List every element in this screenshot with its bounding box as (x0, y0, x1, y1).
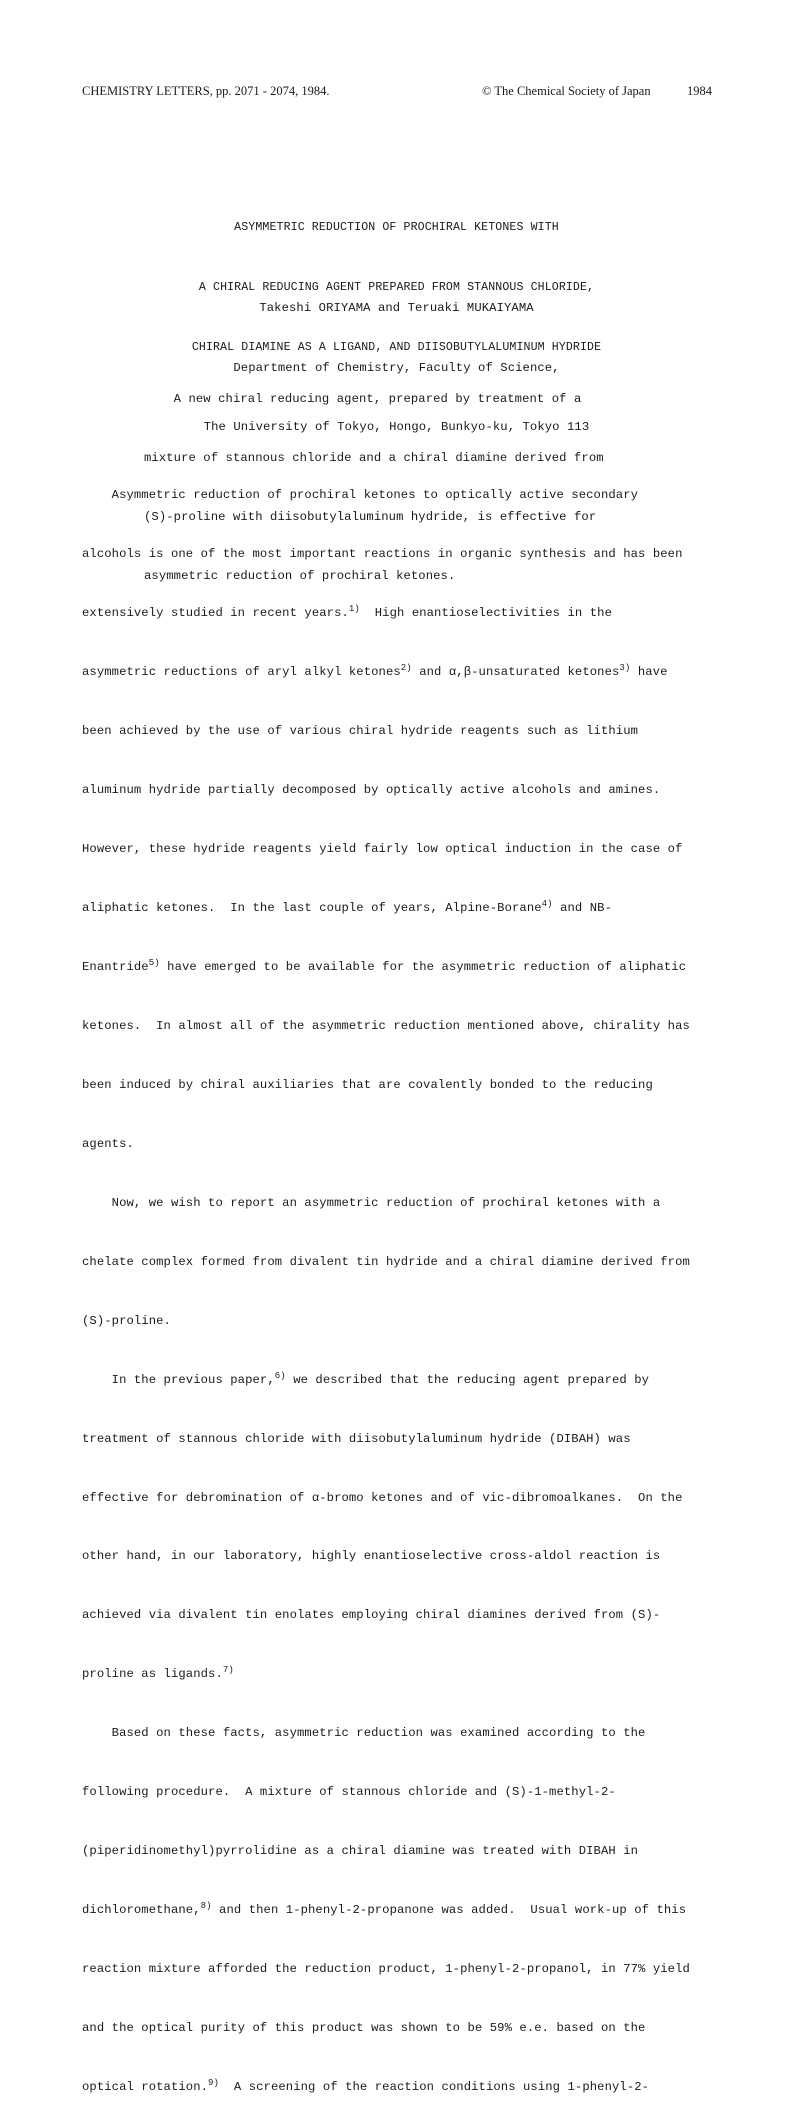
reference-marker: 2) (400, 663, 412, 674)
header-year: 1984 (687, 84, 712, 98)
body-line: ketones. In almost all of the asymmetric reduction mentioned above, chirality has (82, 1018, 690, 1033)
reference-marker: 8) (200, 1901, 212, 1912)
reference-marker: 9) (208, 2078, 220, 2089)
body-line: been achieved by the use of various chiral hydride reagents such as lithium (82, 724, 639, 739)
journal-citation: CHEMISTRY LETTERS, pp. 2071 - 2074, 1984. (82, 84, 330, 98)
body-line: optical rotation.$^{9)}$ A screening of the reaction conditions using 1-phenyl-2- (82, 2078, 650, 2095)
running-header (82, 84, 712, 100)
reference-marker: 6) (274, 1370, 286, 1381)
body-line: (piperidinomethyl)pyrrolidine as a chiral diamine was treated with DIBAH in (82, 1844, 639, 1859)
body-line: reaction mixture afforded the reduction product, 1-phenyl-2-propanol, in 77% yield (82, 1962, 690, 1977)
body-line: agents. (82, 1136, 134, 1151)
body-line: chelate complex formed from divalent tin hydride and a chiral diamine derived from (82, 1254, 690, 1269)
body-line: following procedure. A mixture of stannous chloride and (S)-1-methyl-2- (82, 1785, 616, 1800)
abstract-line: mixture of stannous chloride and a chiral diamine derived from (144, 450, 604, 465)
reference-marker: 1) (348, 604, 360, 615)
reference-marker: 7) (222, 1665, 234, 1676)
body-line: and the optical purity of this product was shown to be 59% e.e. based on the (82, 2021, 646, 2036)
abstract-line: asymmetric reduction of prochiral ketones. (144, 568, 456, 583)
body-line: aliphatic ketones. In the last couple of years, Alpine-Borane$^{4)}$ and NB- (82, 898, 612, 915)
title-line: A CHIRAL REDUCING AGENT PREPARED FROM STANNOUS CHLORIDE, (198, 281, 595, 294)
body-line: achieved via divalent tin enolates employing chiral diamines derived from (S)- (82, 1608, 661, 1623)
author-names: Takeshi ORIYAMA and Teruaki MUKAIYAMA (259, 301, 534, 315)
abstract-line: A new chiral reducing agent, prepared by treatment of a (144, 392, 582, 407)
reference-marker: 3) (619, 663, 631, 674)
body-line: asymmetric reductions of aryl alkyl ketones$^{2)}$ and α,β-unsaturated ketones$^{3)}$ have (82, 663, 668, 680)
affiliation-line: The University of Tokyo, Hongo, Bunkyo-ku, Tokyo 113 (203, 420, 590, 435)
abstract-line: (S)-proline with diisobutylaluminum hydride, is effective for (144, 509, 597, 524)
body-line: aluminum hydride partially decomposed by optically active alcohols and amines. (82, 783, 661, 798)
body-line: dichloromethane,$^{8)}$ and then 1-phenyl-2-propanone was added. Usual work-up of this (82, 1901, 687, 1918)
body-line: Based on these facts, asymmetric reduction was examined according to the (82, 1726, 646, 1741)
affiliation-line: Department of Chemistry, Faculty of Science, (233, 360, 560, 375)
body-line: Enantride$^{5)}$ have emerged to be available for the asymmetric reduction of aliphatic (82, 957, 687, 974)
body-line: Asymmetric reduction of prochiral ketones to optically active secondary (82, 488, 639, 503)
copyright-notice: © The Chemical Society of Japan (482, 84, 651, 98)
title-line: CHIRAL DIAMINE AS A LIGAND, AND DIISOBUTYLALUMINUM HYDRIDE (191, 341, 602, 354)
body-line: effective for debromination of α-bromo ketones and of vic-dibromoalkanes. On the (82, 1490, 683, 1505)
body-text (82, 447, 690, 2117)
body-line: Now, we wish to report an asymmetric reduction of prochiral ketones with a (82, 1195, 661, 1210)
reference-marker: 4) (541, 898, 553, 909)
body-line: In the previous paper,$^{6)}$ we described that the reducing agent prepared by (82, 1370, 650, 1387)
body-line: (S)-proline. (82, 1313, 171, 1328)
reference-marker: 5) (148, 957, 160, 968)
body-line: been induced by chiral auxiliaries that are covalently bonded to the reducing (82, 1077, 653, 1092)
body-line: treatment of stannous chloride with diisobutylaluminum hydride (DIBAH) was (82, 1431, 631, 1446)
body-line: However, these hydride reagents yield fairly low optical induction in the case of (82, 842, 683, 857)
body-line: other hand, in our laboratory, highly enantioselective cross-aldol reaction is (82, 1549, 661, 1564)
title-line: ASYMMETRIC REDUCTION OF PROCHIRAL KETONES WITH (234, 221, 559, 234)
body-line: alcohols is one of the most important reactions in organic synthesis and has been (82, 547, 683, 562)
body-line: extensively studied in recent years.$^{1)}$ High enantioselectivities in the (82, 604, 612, 621)
body-line: proline as ligands.$^{7)}$ (82, 1665, 234, 1682)
